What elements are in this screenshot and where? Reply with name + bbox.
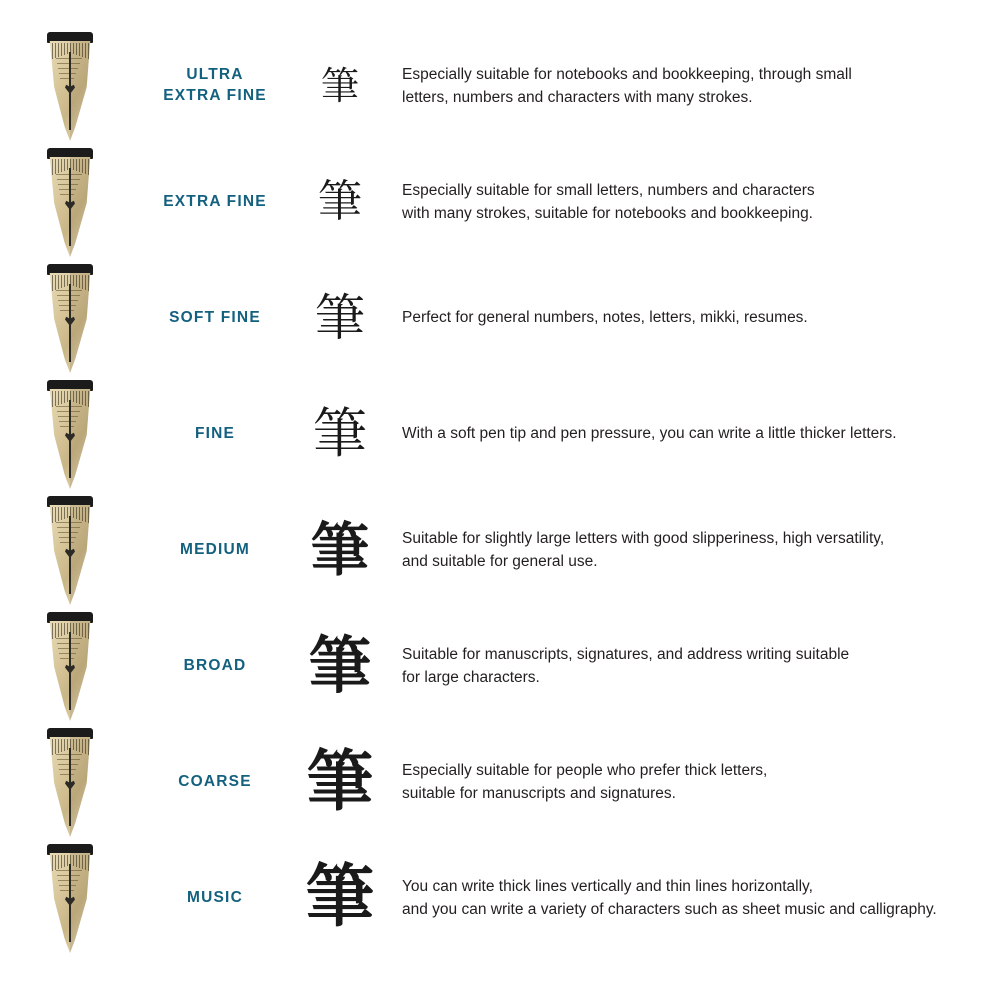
nib-grade-line: MEDIUM <box>179 540 251 558</box>
writing-sample-glyph: 筆 <box>307 743 373 820</box>
nib-row <box>0 260 1000 376</box>
writing-sample-glyph: 筆 <box>308 629 371 702</box>
writing-sample-glyph: 筆 <box>315 289 365 347</box>
nib-illustration-cell <box>0 376 140 492</box>
nib-description-line: Suitable for slightly large letters with good slipperiness, high versatility, <box>402 529 885 547</box>
nib-description-line: with many strokes, suitable for notebooks and bookkeeping. <box>402 205 813 222</box>
nib-illustration-cell <box>0 840 140 956</box>
writing-sample-glyph: 筆 <box>310 516 369 584</box>
nib-description <box>390 643 1000 690</box>
nib-illustration-cell <box>0 492 140 608</box>
nib-grade-label <box>140 65 290 107</box>
fountain-pen-nib-icon <box>43 32 97 144</box>
nib-grade-line: FINE <box>194 424 236 442</box>
fountain-pen-nib-icon <box>43 612 97 724</box>
nib-illustration-cell <box>0 28 140 144</box>
fountain-pen-nib-icon <box>43 380 97 492</box>
nib-description <box>390 759 1000 806</box>
nib-description <box>390 422 1000 445</box>
nib-grade-line: SOFT FINE <box>169 308 261 326</box>
nib-row <box>0 376 1000 492</box>
nib-grade-label <box>140 772 290 793</box>
nib-description-line: You can write thick lines vertically and thin lines horizontally, <box>402 877 813 895</box>
nib-description <box>390 179 1000 226</box>
nib-grade-label <box>140 888 290 909</box>
nib-description <box>390 63 1000 110</box>
nib-description <box>390 527 1000 574</box>
fountain-pen-nib-icon <box>43 148 97 260</box>
fountain-pen-nib-icon <box>43 844 97 956</box>
nib-grade-line: ULTRA <box>186 66 244 84</box>
nib-grade-line: COARSE <box>178 772 252 790</box>
nib-illustration-cell <box>0 724 140 840</box>
nib-illustration-cell <box>0 144 140 260</box>
writing-sample-glyph: 筆 <box>305 858 374 937</box>
nib-grade-line: EXTRA FINE <box>163 192 267 210</box>
nib-description-line: suitable for manuscripts and signatures. <box>402 785 676 802</box>
nib-description-line: and you can write a variety of characters such as sheet music and calligraphy. <box>402 901 937 918</box>
nib-grade-label <box>140 540 290 561</box>
nib-row <box>0 492 1000 608</box>
writing-sample-glyph: 筆 <box>320 64 359 108</box>
nib-row <box>0 28 1000 144</box>
nib-row <box>0 724 1000 840</box>
nib-description-line: Suitable for manuscripts, signatures, and address writing suitable <box>402 645 850 663</box>
nib-grade-line: EXTRA FINE <box>163 87 267 104</box>
fountain-pen-nib-icon <box>43 496 97 608</box>
nib-description-line: Perfect for general numbers, notes, letters, mikki, resumes. <box>402 309 808 327</box>
nib-row <box>0 144 1000 260</box>
fountain-pen-nib-icon <box>43 264 97 376</box>
nib-description-line: Especially suitable for small letters, numbers and characters <box>402 181 815 199</box>
nib-description-line: Especially suitable for notebooks and bookkeeping, through small <box>402 65 852 83</box>
nib-grade-label <box>140 308 290 329</box>
nib-grade-line: MUSIC <box>187 888 243 906</box>
nib-description-line: With a soft pen tip and pen pressure, you can write a little thicker letters. <box>402 425 897 443</box>
nib-row <box>0 608 1000 724</box>
nib-grade-label <box>140 656 290 677</box>
nib-grade-line: BROAD <box>183 656 247 674</box>
nib-row <box>0 840 1000 956</box>
writing-sample-glyph: 筆 <box>318 176 362 227</box>
nib-description-line: Especially suitable for people who prefer thick letters, <box>402 761 768 779</box>
nib-description-line: letters, numbers and characters with many strokes. <box>402 89 753 106</box>
writing-sample-glyph: 筆 <box>313 402 367 465</box>
nib-description <box>390 306 1000 329</box>
nib-description <box>390 875 1000 922</box>
nib-illustration-cell <box>0 608 140 724</box>
nib-grade-label <box>140 424 290 445</box>
nib-illustration-cell <box>0 260 140 376</box>
nib-grade-label <box>140 192 290 213</box>
nib-description-line: for large characters. <box>402 669 540 686</box>
fountain-pen-nib-icon <box>43 728 97 840</box>
nib-description-line: and suitable for general use. <box>402 553 598 570</box>
